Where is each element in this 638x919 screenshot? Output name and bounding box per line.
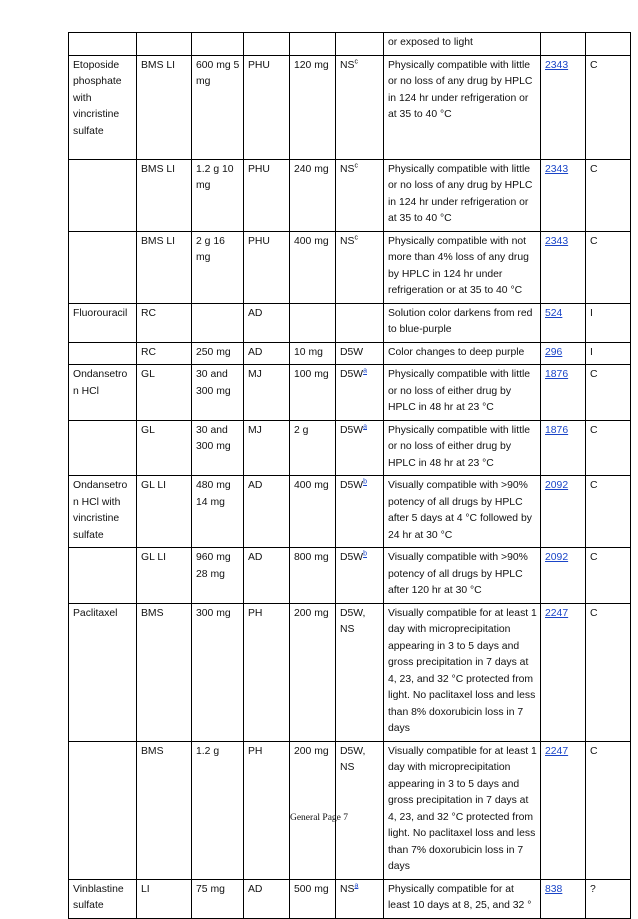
table-row xyxy=(69,420,631,476)
test-manufacturer-cell: AD xyxy=(244,548,290,604)
solution-text: NS xyxy=(340,59,355,71)
table-row xyxy=(69,741,631,879)
test-concentration-cell: 500 mg xyxy=(290,879,336,918)
test-manufacturer-cell: AD xyxy=(244,879,290,918)
remarks-cell: or exposed to light xyxy=(384,33,541,56)
page-footer: General Page 7 xyxy=(289,813,349,823)
footnote-marker[interactable]: a xyxy=(363,367,367,375)
test-concentration-cell: 120 mg xyxy=(290,55,336,159)
remarks-cell: Physically compatible with little or no loss of either drug by HPLC in 48 hr at 23 °C xyxy=(384,420,541,476)
reference-link[interactable]: 2247 xyxy=(545,745,569,757)
concentration-cell: 480 mg 14 mg xyxy=(192,476,244,548)
solution-cell xyxy=(336,55,384,159)
remarks-cell: Visually compatible with >90% potency of all drugs by HPLC after 120 hr at 30 °C xyxy=(384,548,541,604)
test-concentration-cell: 10 mg xyxy=(290,342,336,365)
solution-cell xyxy=(336,231,384,303)
compatibility-cell: C xyxy=(586,365,631,421)
drug-name-cell xyxy=(69,342,137,365)
compatibility-cell: C xyxy=(586,476,631,548)
concentration-cell: 1.2 g 10 mg xyxy=(192,159,244,231)
manufacturer-cell: GL LI xyxy=(137,548,192,604)
test-concentration-cell: 2 g xyxy=(290,420,336,476)
reference-link[interactable]: 838 xyxy=(545,883,563,895)
manufacturer-cell: BMS xyxy=(137,741,192,879)
test-manufacturer-cell: PHU xyxy=(244,231,290,303)
manufacturer-cell: GL LI xyxy=(137,476,192,548)
remarks-cell: Physically compatible with not more than 4% loss of any drug by HPLC in 124 hr under refrigeration or at 35 to 40 °C xyxy=(384,231,541,303)
reference-link xyxy=(541,476,586,548)
table-row xyxy=(69,33,631,56)
test-concentration-cell: 100 mg xyxy=(290,365,336,421)
solution-text: D5W xyxy=(340,424,364,436)
drug-name-cell xyxy=(69,548,137,604)
reference-link xyxy=(541,55,586,159)
manufacturer-cell xyxy=(137,33,192,56)
solution-text: NS xyxy=(340,883,355,895)
solution-cell xyxy=(336,548,384,604)
table-row xyxy=(69,365,631,421)
reference-link xyxy=(541,303,586,342)
drug-name-cell: Etoposide phosphate with vincristine sulfate xyxy=(69,55,137,159)
drug-name-cell xyxy=(69,159,137,231)
reference-link xyxy=(541,159,586,231)
test-manufacturer-cell: PHU xyxy=(244,159,290,231)
reference-link[interactable]: 2343 xyxy=(545,163,569,175)
solution-cell xyxy=(336,33,384,56)
remarks-cell: Visually compatible with >90% potency of all drugs by HPLC after 5 days at 4 °C followed by 24 hr at 30 °C xyxy=(384,476,541,548)
reference-link xyxy=(541,420,586,476)
test-concentration-cell: 200 mg xyxy=(290,741,336,879)
reference-link xyxy=(541,342,586,365)
reference-link xyxy=(541,741,586,879)
solution-text: NS xyxy=(340,163,355,175)
table-row xyxy=(69,303,631,342)
concentration-cell: 250 mg xyxy=(192,342,244,365)
concentration-cell: 30 and 300 mg xyxy=(192,420,244,476)
test-manufacturer-cell: AD xyxy=(244,342,290,365)
test-manufacturer-cell: AD xyxy=(244,303,290,342)
remarks-cell: Physically compatible with little or no loss of any drug by HPLC in 124 hr under refrigeration or at 35 to 40 °C xyxy=(384,55,541,159)
test-manufacturer-cell: MJ xyxy=(244,420,290,476)
concentration-cell xyxy=(192,33,244,56)
remarks-cell: Visually compatible for at least 1 day with microprecipitation appearing in 3 to 5 days and gross precipitation in 7 days at 4, 23, and 32 °C protected from light. No paclitaxel loss and less than 8% doxorubicin loss in 7 days xyxy=(384,603,541,741)
test-concentration-cell xyxy=(290,303,336,342)
compatibility-cell: C xyxy=(586,231,631,303)
remarks-cell: Physically compatible with little or no loss of any drug by HPLC in 124 hr under refrigeration or at 35 to 40 °C xyxy=(384,159,541,231)
compatibility-cell: C xyxy=(586,420,631,476)
test-concentration-cell: 400 mg xyxy=(290,231,336,303)
remarks-cell: Physically compatible for at least 10 days at 8, 25, and 32 ° xyxy=(384,879,541,918)
reference-link xyxy=(541,365,586,421)
table-row xyxy=(69,231,631,303)
footnote-marker[interactable]: b xyxy=(363,478,367,486)
solution-text: D5W, NS xyxy=(340,607,366,635)
reference-link[interactable]: 2247 xyxy=(545,607,569,619)
drug-name-cell: Ondansetron HCl xyxy=(69,365,137,421)
test-manufacturer-cell: PHU xyxy=(244,55,290,159)
table-row xyxy=(69,603,631,741)
solution-text: D5W xyxy=(340,369,364,380)
concentration-cell xyxy=(192,303,244,342)
test-concentration-cell: 800 mg xyxy=(290,548,336,604)
solution-cell xyxy=(336,342,384,365)
compatibility-cell: C xyxy=(586,741,631,879)
solution-text: D5W, NS xyxy=(340,745,366,773)
manufacturer-cell: LI xyxy=(137,879,192,918)
drug-name-cell: Fluorouracil xyxy=(69,303,137,342)
test-manufacturer-cell: PH xyxy=(244,603,290,741)
solution-cell xyxy=(336,879,384,918)
test-manufacturer-cell: MJ xyxy=(244,365,290,421)
test-concentration-cell: 240 mg xyxy=(290,159,336,231)
test-manufacturer-cell xyxy=(244,33,290,56)
test-manufacturer-cell: AD xyxy=(244,476,290,548)
solution-cell xyxy=(336,603,384,741)
solution-text: NS xyxy=(340,235,355,247)
solution-cell xyxy=(336,159,384,231)
concentration-cell: 2 g 16 mg xyxy=(192,231,244,303)
compatibility-cell: C xyxy=(586,548,631,604)
solution-cell xyxy=(336,420,384,476)
solution-cell xyxy=(336,476,384,548)
table-body xyxy=(69,33,631,919)
table-row xyxy=(69,879,631,918)
drug-name-cell xyxy=(69,231,137,303)
footnote-marker[interactable]: a xyxy=(363,423,367,431)
compatibility-cell: C xyxy=(586,159,631,231)
reference-link[interactable]: 2343 xyxy=(545,235,569,247)
test-concentration-cell xyxy=(290,33,336,56)
reference-link[interactable]: 296 xyxy=(545,346,563,358)
drug-name-cell xyxy=(69,420,137,476)
footnote-marker: c xyxy=(354,58,358,66)
manufacturer-cell: RC xyxy=(137,303,192,342)
manufacturer-cell: GL xyxy=(137,365,192,421)
compatibility-cell xyxy=(586,33,631,56)
compatibility-cell: ? xyxy=(586,879,631,918)
drug-name-cell: Ondansetron HCl with vincristine sulfate xyxy=(69,476,137,548)
compatibility-cell: C xyxy=(586,55,631,159)
drug-name-cell xyxy=(69,741,137,879)
compatibility-cell: C xyxy=(586,603,631,741)
manufacturer-cell: BMS LI xyxy=(137,55,192,159)
solution-text: D5W xyxy=(340,480,364,491)
concentration-cell: 75 mg xyxy=(192,879,244,918)
concentration-cell: 600 mg 5 mg xyxy=(192,55,244,159)
reference-link xyxy=(541,548,586,604)
reference-link xyxy=(541,603,586,741)
solution-text: D5W xyxy=(340,346,364,358)
manufacturer-cell: BMS xyxy=(137,603,192,741)
footnote-marker[interactable]: b xyxy=(363,550,367,558)
table-row xyxy=(69,476,631,548)
manufacturer-cell: BMS LI xyxy=(137,231,192,303)
reference-link[interactable]: 2343 xyxy=(545,59,569,71)
concentration-cell: 300 mg xyxy=(192,603,244,741)
drug-name-cell: Vinblastine sulfate xyxy=(69,879,137,918)
reference-link xyxy=(541,879,586,918)
concentration-cell: 960 mg 28 mg xyxy=(192,548,244,604)
test-concentration-cell: 400 mg xyxy=(290,476,336,548)
remarks-cell: Visually compatible for at least 1 day with microprecipitation appearing in 3 to 5 days and gross precipitation in 7 days at 4, 23, and 32 °C protected from light. No paclitaxel loss and less than 7% doxorubicin loss in 7 days xyxy=(384,741,541,879)
compatibility-cell: I xyxy=(586,342,631,365)
reference-link xyxy=(541,231,586,303)
reference-link xyxy=(541,33,586,56)
reference-link[interactable]: 2092 xyxy=(545,552,569,563)
concentration-cell: 1.2 g xyxy=(192,741,244,879)
table-row xyxy=(69,159,631,231)
concentration-cell: 30 and 300 mg xyxy=(192,365,244,421)
compatibility-cell: I xyxy=(586,303,631,342)
solution-cell xyxy=(336,741,384,879)
manufacturer-cell: GL xyxy=(137,420,192,476)
test-concentration-cell: 200 mg xyxy=(290,603,336,741)
reference-link[interactable]: 1876 xyxy=(545,369,569,380)
remarks-cell: Physically compatible with little or no loss of either drug by HPLC in 48 hr at 23 °C xyxy=(384,365,541,421)
solution-cell xyxy=(336,303,384,342)
solution-cell xyxy=(336,365,384,421)
footnote-marker: c xyxy=(354,234,358,242)
solution-text: D5W xyxy=(340,552,364,563)
compatibility-table xyxy=(68,32,631,919)
reference-link[interactable]: 1876 xyxy=(545,424,569,436)
remarks-cell: Solution color darkens from red to blue-purple xyxy=(384,303,541,342)
test-manufacturer-cell: PH xyxy=(244,741,290,879)
table-row xyxy=(69,548,631,604)
footnote-marker[interactable]: a xyxy=(354,882,359,890)
reference-link[interactable]: 2092 xyxy=(545,480,569,491)
drug-name-cell: Paclitaxel xyxy=(69,603,137,741)
remarks-cell: Color changes to deep purple xyxy=(384,342,541,365)
table-row xyxy=(69,342,631,365)
table-row xyxy=(69,55,631,159)
reference-link[interactable]: 524 xyxy=(545,307,563,319)
manufacturer-cell: BMS LI xyxy=(137,159,192,231)
footnote-marker: c xyxy=(354,162,358,170)
drug-name-cell xyxy=(69,33,137,56)
manufacturer-cell: RC xyxy=(137,342,192,365)
